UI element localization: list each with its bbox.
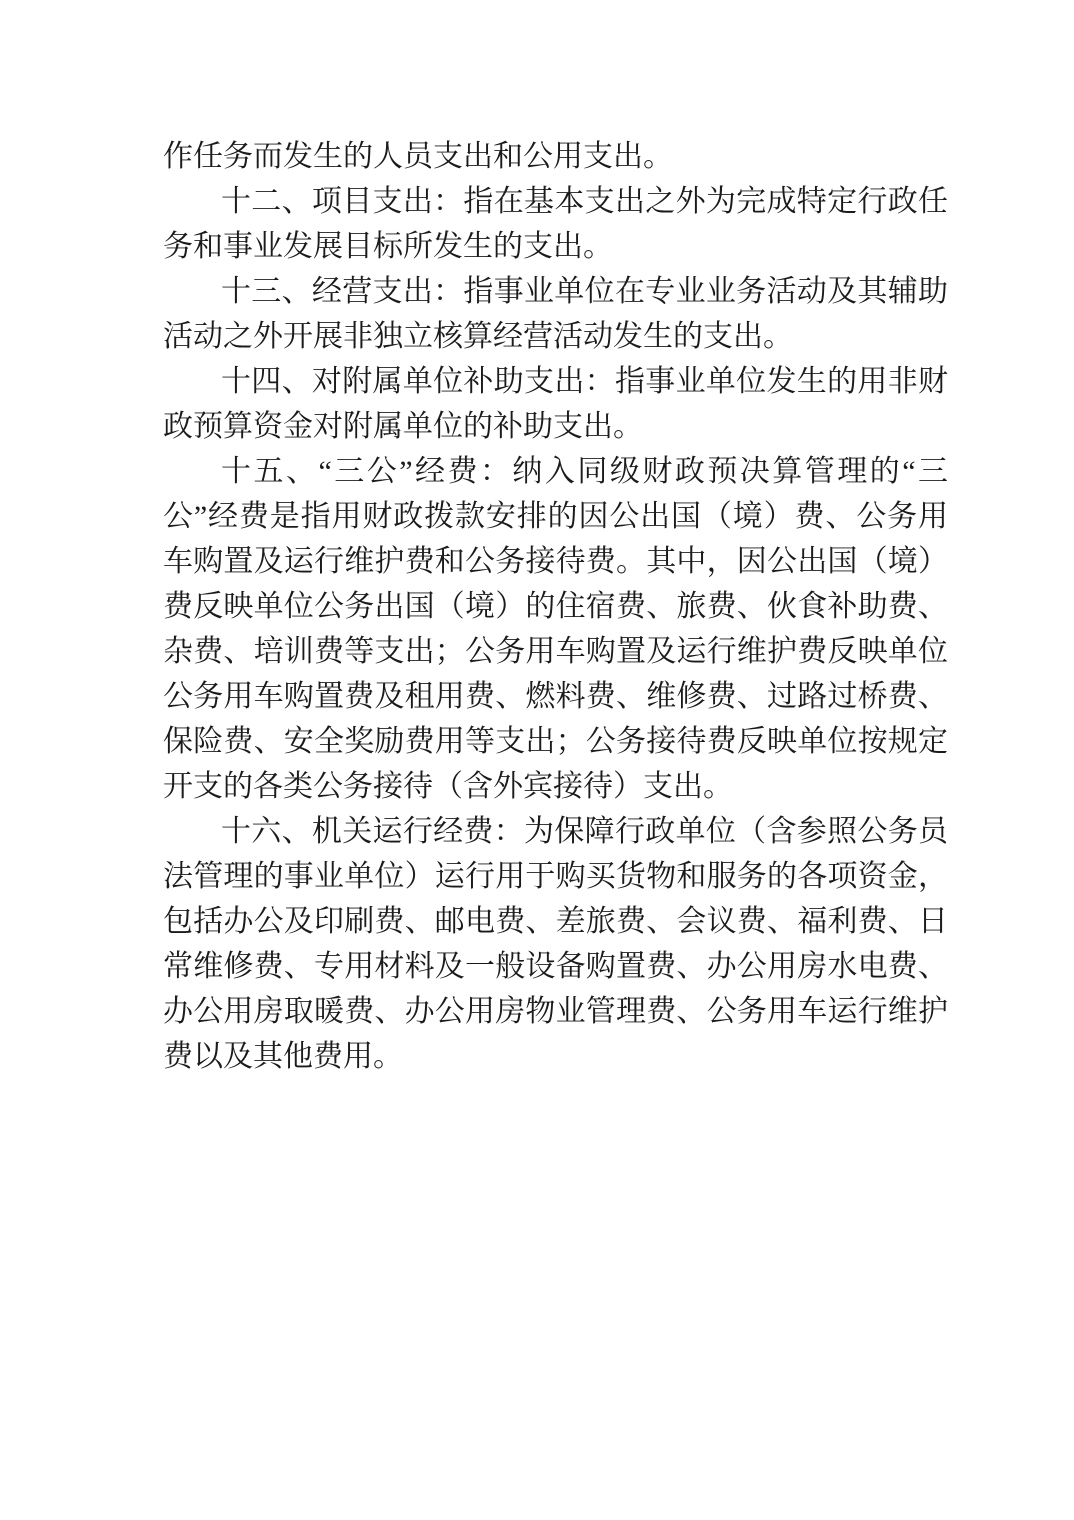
text-line: 常维修费、专用材料及一般设备购置费、办公用房水电费、 <box>163 950 948 983</box>
document-body <box>163 134 948 1079</box>
text-line: 车购置及运行维护费和公务接待费。其中，因公出国（境） <box>163 545 948 578</box>
paragraph <box>163 179 948 269</box>
text-line: 办公用房取暖费、办公用房物业管理费、公务用车运行维护 <box>163 995 948 1028</box>
text-line: 活动之外开展非独立核算经营活动发生的支出。 <box>163 320 793 353</box>
text-line: 公务用车购置费及租用费、燃料费、维修费、过路过桥费、 <box>163 680 948 713</box>
text-line: 十六、机关运行经费：为保障行政单位（含参照公务员 <box>221 815 948 848</box>
paragraph <box>163 449 948 809</box>
text-line: 十四、对附属单位补助支出：指事业单位发生的用非财 <box>221 365 948 398</box>
paragraph <box>163 809 948 1079</box>
text-line: 务和事业发展目标所发生的支出。 <box>163 230 613 263</box>
text-line: 十三、经营支出：指事业单位在专业业务活动及其辅助 <box>221 275 948 308</box>
text-line: 法管理的事业单位）运行用于购买货物和服务的各项资金， <box>163 860 948 893</box>
text-line: 十二、项目支出：指在基本支出之外为完成特定行政任 <box>221 185 948 218</box>
text-line: 保险费、安全奖励费用等支出；公务接待费反映单位按规定 <box>163 725 948 758</box>
paragraph <box>163 134 948 179</box>
text-line: 包括办公及印刷费、邮电费、差旅费、会议费、福利费、日 <box>163 905 948 938</box>
paragraph <box>163 359 948 449</box>
text-line: 公”经费是指用财政拨款安排的因公出国（境）费、公务用 <box>163 500 948 533</box>
text-line: 作任务而发生的人员支出和公用支出。 <box>163 140 673 173</box>
text-line: 杂费、培训费等支出；公务用车购置及运行维护费反映单位 <box>163 635 948 668</box>
text-line: 费反映单位公务出国（境）的住宿费、旅费、伙食补助费、 <box>163 590 948 623</box>
paragraph <box>163 269 948 359</box>
text-line: 政预算资金对附属单位的补助支出。 <box>163 410 643 443</box>
text-line: 十五、“三公”经费：纳入同级财政预决算管理的“三 <box>221 455 948 488</box>
text-line: 费以及其他费用。 <box>163 1040 403 1073</box>
text-line: 开支的各类公务接待（含外宾接待）支出。 <box>163 770 733 803</box>
